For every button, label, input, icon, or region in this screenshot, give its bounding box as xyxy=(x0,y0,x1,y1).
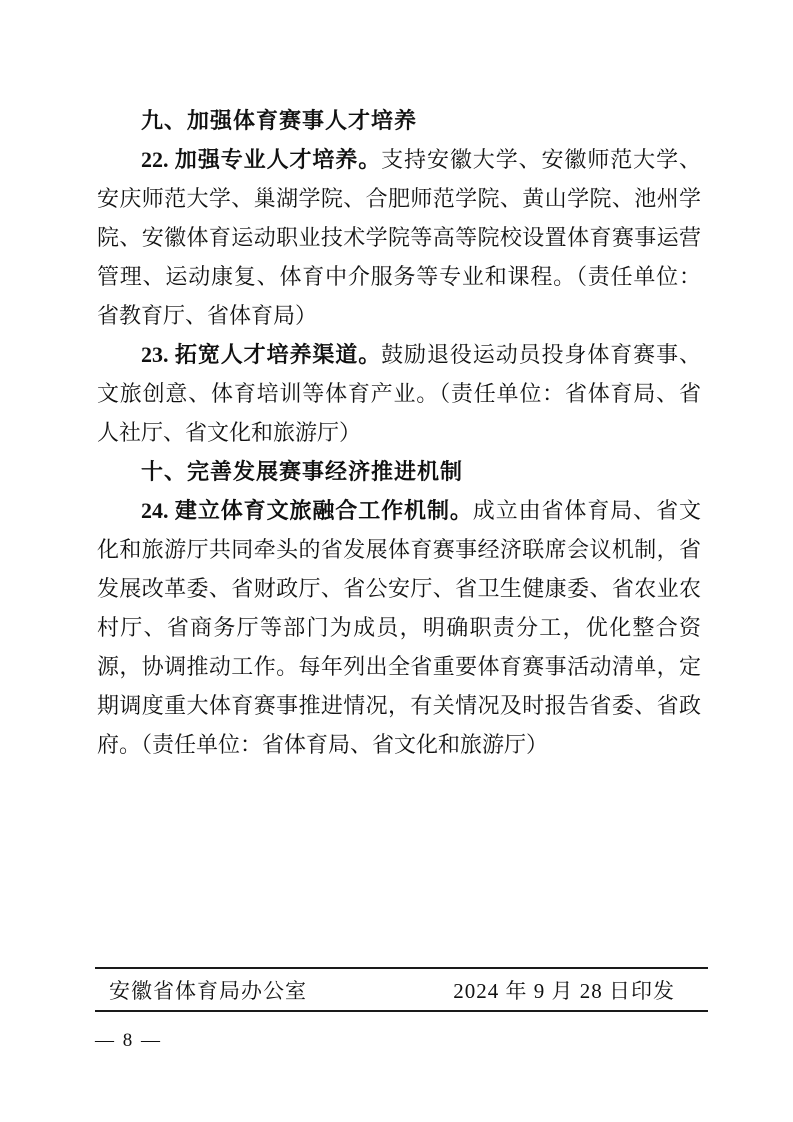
paragraph-22-lead: 加强专业人才培养。 xyxy=(174,147,382,172)
footer-issuance-bar xyxy=(95,967,708,1012)
section-heading-9: 九、加强体育赛事人才培养 xyxy=(141,108,418,133)
paragraph-24-body: 成立由省体育局、省文化和旅游厅共同牵头的省发展体育赛事经济联席会议机制，省发展改革委、省财政厅、省公安厅、省卫生健康委、省农业农村厅、省商务厅等部门为成员，明确职责分工，优化整合资源，协调推动工作。每年列出全省重要体育赛事活动清单，定期调度重大体育赛事推进情况，有关情况及时报告省委、省政府。 xyxy=(97,498,701,757)
paragraph-22-body: 支持安徽大学、安徽师范大学、安庆师范大学、巢湖学院、合肥师范学院、黄山学院、池州学院、安徽体育运动职业技术学院等高等院校设置体育赛事运营管理、运动康复、体育中介服务等专业和课程。 xyxy=(97,147,701,289)
paragraph-23-number: 23. xyxy=(141,342,169,367)
paragraph-22-responsibility: （责任单位：省教育厅、省体育局） xyxy=(97,264,701,328)
footer-print-date: 2024 年 9 月 28 日印发 xyxy=(453,978,675,1003)
paragraph-23 xyxy=(97,335,701,452)
paragraph-24-number: 24. xyxy=(141,498,169,523)
paragraph-23-body: 鼓励退役运动员投身体育赛事、文旅创意、体育培训等体育产业。 xyxy=(97,342,701,406)
footer-issuer: 安徽省体育局办公室 xyxy=(109,978,307,1003)
document-body xyxy=(97,101,701,764)
paragraph-24 xyxy=(97,491,701,764)
paragraph-23-lead: 拓宽人才培养渠道。 xyxy=(174,342,382,367)
paragraph-24-responsibility: （责任单位：省体育局、省文化和旅游厅） xyxy=(141,732,549,757)
paragraph-24-lead: 建立体育文旅融合工作机制。 xyxy=(174,498,473,523)
paragraph-22 xyxy=(97,140,701,335)
section-heading-10: 十、完善发展赛事经济推进机制 xyxy=(141,459,464,484)
paragraph-22-number: 22. xyxy=(141,147,169,172)
page-number: — 8 — xyxy=(95,1030,162,1051)
paragraph-23-responsibility: （责任单位：省体育局、省人社厅、省文化和旅游厅） xyxy=(97,381,701,445)
